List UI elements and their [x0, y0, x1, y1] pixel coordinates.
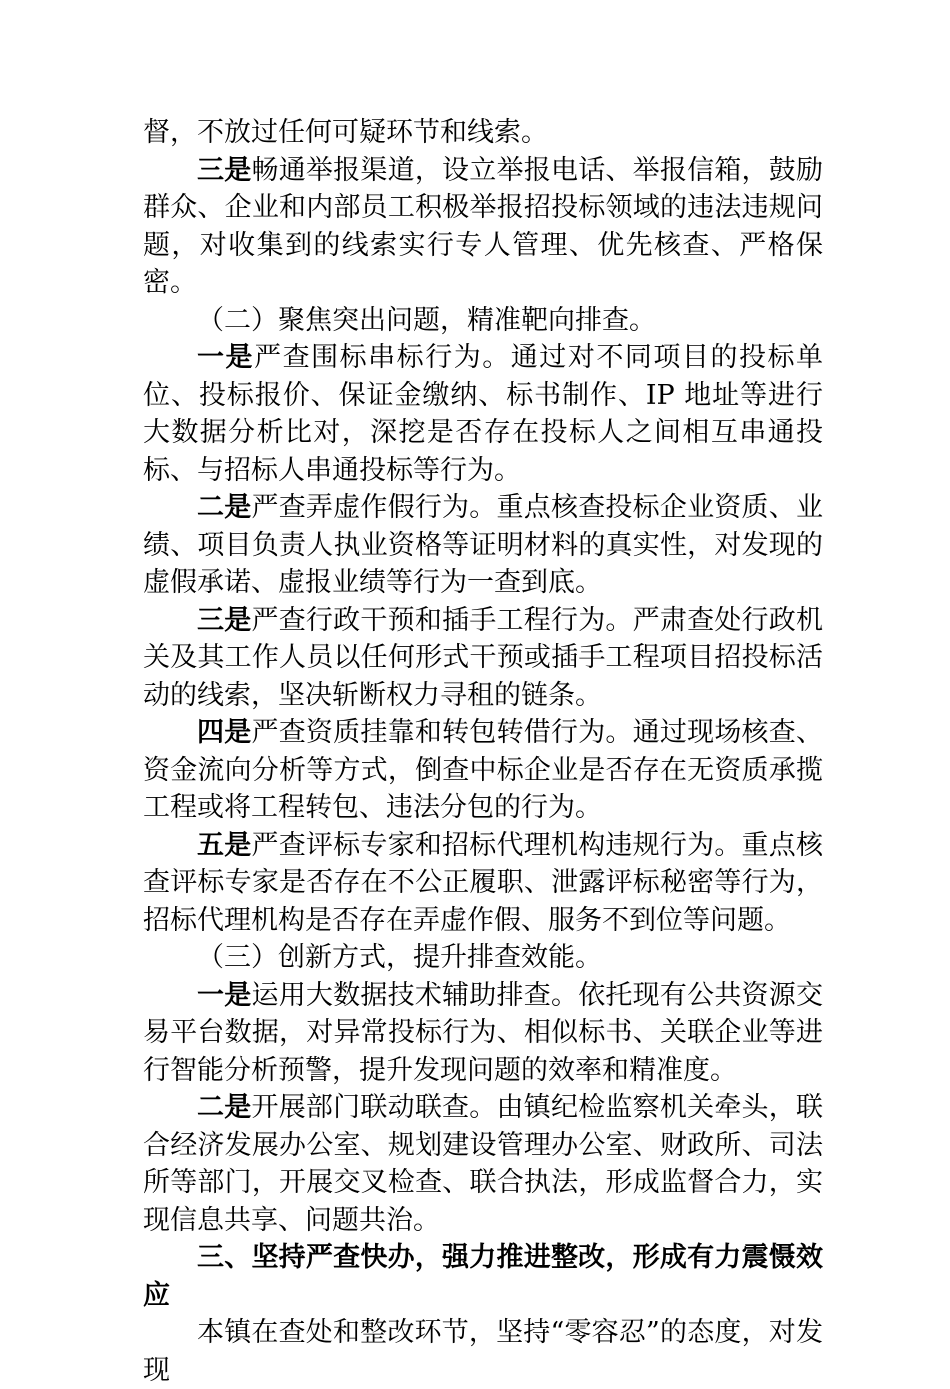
paragraph-continuation	[143, 114, 823, 152]
paragraph-item	[143, 489, 823, 602]
paragraph-item	[143, 152, 823, 302]
paragraph-lead: 一是	[197, 342, 255, 373]
document-page	[143, 114, 823, 1389]
paragraph-text: 本镇在查处和整改环节，坚持“零容忍”的态度，对发现	[143, 1317, 823, 1386]
section-subheading	[143, 939, 823, 977]
paragraph-item	[143, 339, 823, 489]
paragraph-item	[143, 1314, 823, 1389]
paragraph-text: 畅通举报渠道，设立举报电话、举报信箱，鼓励群众、企业和内部员工积极举报招投标领域的违法违规问题，对收集到的线索实行专人管理、优先核查、严格保密。	[143, 154, 824, 298]
paragraph-lead: 五是	[197, 829, 252, 861]
paragraph-text: 运用大数据技术辅助排查。依托现有公共资源交易平台数据，对异常投标行为、相似标书、关联企业等进行智能分析预警，提升发现问题的效率和精准度。	[143, 979, 824, 1086]
subheading-text: （三）创新方式，提升排查效能。	[197, 942, 602, 973]
paragraph-item	[143, 827, 823, 940]
paragraph-text: 开展部门联动联查。由镇纪检监察机关牵头，联合经济发展办公室、规划建设管理办公室、财政所、司法所等部门，开展交叉检查、联合执法，形成监督合力，实现信息共享、问题共治。	[143, 1092, 824, 1236]
subheading-text: （二）聚焦突出问题，精准靶向排查。	[197, 304, 656, 336]
paragraph-text: 严查围标串标行为。通过对不同项目的投标单位、投标报价、保证金缴纳、标书制作、IP 地址等进行大数据分析比对，深挖是否存在投标人之间相互串通投标、与招标人串通投标等行为。	[143, 342, 824, 486]
section-heading	[143, 1239, 823, 1314]
paragraph-text: 严查弄虚作假行为。重点核查投标企业资质、业绩、项目负责人执业资格等证明材料的真实性，对发现的虚假承诺、虚报业绩等行为一查到底。	[143, 492, 824, 598]
paragraph-item	[143, 977, 823, 1090]
paragraph-lead: 三是	[197, 154, 252, 186]
paragraph-item	[143, 1089, 823, 1239]
paragraph-text: 严查资质挂靠和转包转借行为。通过现场核查、资金流向分析等方式，倒查中标企业是否存在无资质承揽工程或将工程转包、违法分包的行为。	[143, 717, 824, 823]
paragraph-lead: 一是	[197, 979, 252, 1011]
section-subheading	[143, 302, 823, 340]
paragraph-lead: 二是	[197, 492, 252, 523]
paragraph-item	[143, 714, 823, 827]
paragraph-text: 督，不放过任何可疑环节和线索。	[143, 117, 548, 148]
section-heading-text: 三、坚持严查快办，强力推进整改，形成有力震慑效应	[143, 1242, 823, 1311]
paragraph-lead: 二是	[197, 1092, 252, 1123]
paragraph-text: 严查评标专家和招标代理机构违规行为。重点核查评标专家是否存在不公正履职、泄露评标秘密等行为，招标代理机构是否存在弄虚作假、服务不到位等问题。	[143, 829, 824, 936]
paragraph-lead: 四是	[197, 717, 252, 748]
paragraph-item	[143, 602, 823, 715]
paragraph-lead: 三是	[197, 604, 252, 636]
paragraph-text: 严查行政干预和插手工程行为。严肃查处行政机关及其工作人员以任何形式干预或插手工程项目招投标活动的线索，坚决斩断权力寻租的链条。	[143, 604, 824, 711]
